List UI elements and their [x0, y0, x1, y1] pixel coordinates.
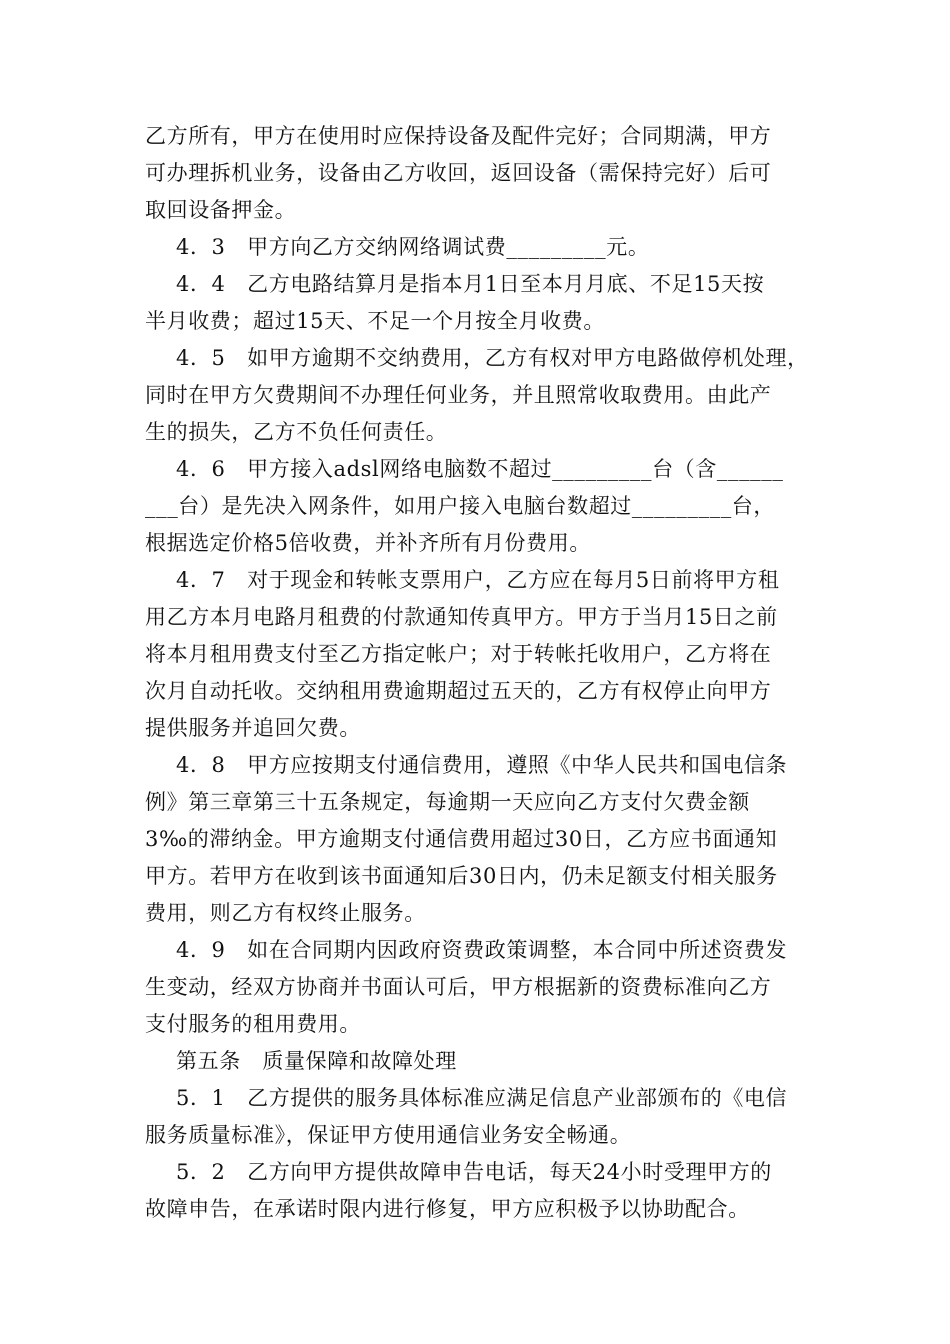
clause-4-9: 4．9 如在合同期内因政府资费政策调整，本合同中所述资费发: [176, 938, 788, 962]
text-line: 生变动，经双方协商并书面认可后，甲方根据新的资费标准向乙方: [145, 975, 772, 999]
text-line: 费用，则乙方有权终止服务。: [145, 901, 426, 925]
text-line: ___台）是先决入网条件，如用户接入电脑台数超过_________台，: [145, 494, 775, 518]
clause-5-2: 5．2 乙方向甲方提供故障申告电话，每天24小时受理甲方的: [176, 1160, 772, 1184]
text-line: 支付服务的租用费用。: [145, 1012, 361, 1036]
text-line: 乙方所有，甲方在使用时应保持设备及配件完好；合同期满，甲方: [145, 124, 772, 148]
clause-4-4: 4．4 乙方电路结算月是指本月1日至本月月底、不足15天按: [176, 272, 765, 296]
text-line: 次月自动托收。交纳租用费逾期超过五天的，乙方有权停止向甲方: [145, 679, 772, 703]
clause-4-7: 4．7 对于现金和转帐支票用户，乙方应在每月5日前将甲方租: [176, 568, 780, 592]
text-line: 可办理拆机业务，设备由乙方收回，返回设备（需保持完好）后可: [145, 161, 772, 185]
text-line: 故障申告，在承诺时限内进行修复，甲方应积极予以协助配合。: [145, 1197, 750, 1221]
text-line: 用乙方本月电路月租费的付款通知传真甲方。甲方于当月15日之前: [145, 605, 778, 629]
text-line: 甲方。若甲方在收到该书面通知后30日内，仍未足额支付相关服务: [145, 864, 778, 888]
text-line: 服务质量标准》，保证甲方使用通信业务安全畅通。: [145, 1123, 632, 1147]
article-5-heading: 第五条 质量保障和故障处理: [176, 1049, 457, 1073]
text-line: 根据选定价格5倍收费，并补齐所有月份费用。: [145, 531, 591, 555]
text-line: 将本月租用费支付至乙方指定帐户；对于转帐托收用户，乙方将在: [145, 642, 772, 666]
text-line: 同时在甲方欠费期间不办理任何业务，并且照常收取费用。由此产: [145, 383, 772, 407]
clause-4-6: 4．6 甲方接入adsl网络电脑数不超过_________台（含______: [176, 457, 784, 481]
text-line: 提供服务并追回欠费。: [145, 716, 361, 740]
text-line: 例》第三章第三十五条规定，每逾期一天应向乙方支付欠费金额: [145, 790, 750, 814]
text-line: 半月收费；超过15天、不足一个月按全月收费。: [145, 309, 605, 333]
clause-4-3: 4．3 甲方向乙方交纳网络调试费_________元。: [176, 235, 650, 259]
text-line: 取回设备押金。: [145, 198, 297, 222]
text-line: 3‰的滞纳金。甲方逾期支付通信费用超过30日，乙方应书面通知: [145, 827, 778, 851]
text-line: 生的损失，乙方不负任何责任。: [145, 420, 448, 444]
clause-4-8: 4．8 甲方应按期支付通信费用，遵照《中华人民共和国电信条: [176, 753, 788, 777]
clause-4-5: 4．5 如甲方逾期不交纳费用，乙方有权对甲方电路做停机处理，: [176, 346, 809, 370]
clause-5-1: 5．1 乙方提供的服务具体标准应满足信息产业部颁布的《电信: [176, 1086, 788, 1110]
